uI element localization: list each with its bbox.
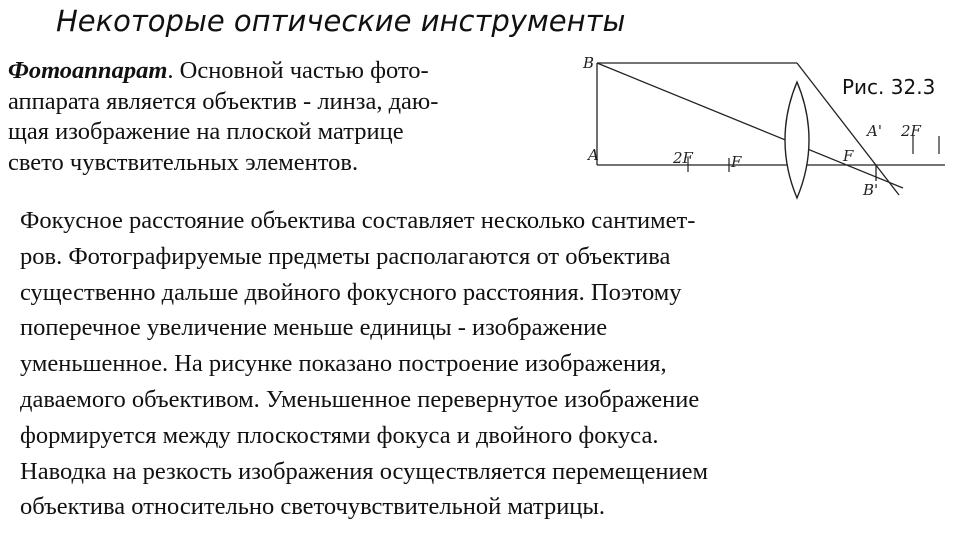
- body-line: формируется между плоскостями фокуса и двойного фокуса.: [20, 421, 659, 449]
- figure-caption: Рис. 32.3: [842, 75, 936, 99]
- lens-ray-diagram: [575, 50, 960, 215]
- intro-line-3: щая изображение на плоской матрице: [8, 118, 404, 145]
- intro-line-2: аппарата является объектив - линза, даю-: [8, 87, 439, 115]
- page-title: Некоторые оптические инструменты: [56, 4, 626, 38]
- body-line: ров. Фотографируемые предметы располагаются от объектива: [20, 242, 671, 270]
- label-2f-right: 2F: [901, 122, 921, 140]
- refracted-ray: [797, 63, 899, 195]
- body-line: даваемого объективом. Уменьшенное перевернутое изображение: [20, 385, 700, 413]
- label-a: A: [588, 146, 599, 164]
- body-line: Фокусное расстояние объектива составляет несколько сантимет-: [20, 207, 696, 234]
- central-ray: [597, 63, 903, 188]
- label-f-right: F: [843, 147, 854, 165]
- intro-line-1: [8, 56, 580, 87]
- body-line: поперечное увеличение меньше единицы - изображение: [20, 314, 608, 342]
- label-b-prime: B': [863, 181, 879, 199]
- intro-line-4: свето чувствительных элементов.: [8, 148, 359, 176]
- label-f-left: F: [731, 153, 742, 171]
- converging-lens: [785, 82, 809, 198]
- main-paragraph: [20, 203, 950, 525]
- body-line: уменьшенное. На рисунке показано построение изображения,: [20, 350, 667, 378]
- intro-paragraph: [8, 56, 580, 178]
- intro-line-1-rest: . Основной частью фото-: [167, 57, 429, 84]
- label-b: B: [583, 54, 595, 72]
- body-line: существенно дальше двойного фокусного расстояния. Поэтому: [20, 278, 682, 306]
- label-a-prime: A': [867, 122, 882, 140]
- label-2f-left: 2F: [673, 149, 693, 167]
- body-line: объектива относительно светочувствительной матрицы.: [20, 493, 605, 521]
- body-line: Наводка на резкость изображения осуществляется перемещением: [20, 457, 709, 485]
- intro-lead-term: Фотоаппарат: [8, 57, 168, 84]
